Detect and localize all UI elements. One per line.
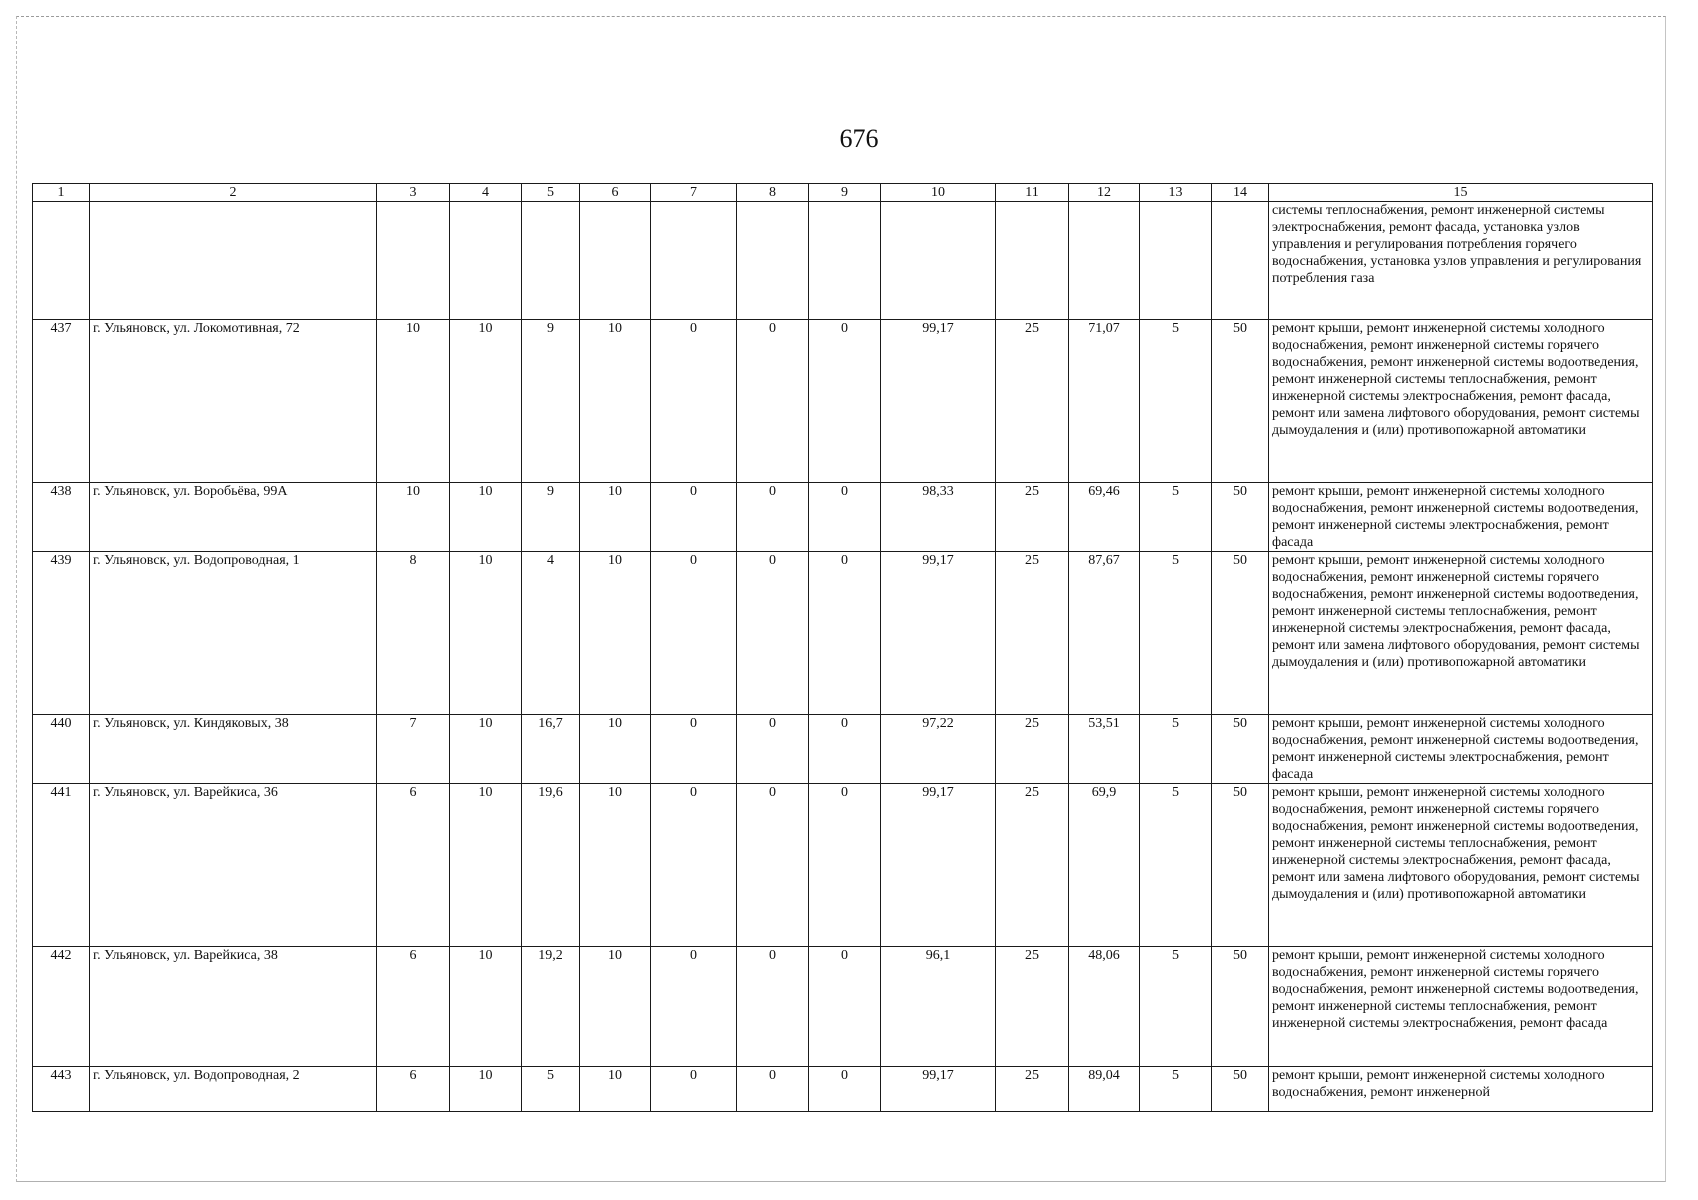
works-cell: ремонт крыши, ремонт инженерной системы холодного водоснабжения, ремонт инженерной системы горячего водоснабжения, ремонт инженерной системы водоотведения, ремонт инженерной системы теплоснабжения, ремонт инженерной системы электроснабжения, ремонт фасада, ремонт или замена лифтового оборудования, ремонт системы дымоудаления и (или) противопожарной автоматики xyxy=(1269,552,1653,715)
value-cell: 5 xyxy=(1140,1067,1212,1112)
row-number: 443 xyxy=(33,1067,90,1112)
value-cell: 0 xyxy=(737,320,809,483)
value-cell: 9 xyxy=(522,483,580,552)
col-header: 10 xyxy=(881,184,996,202)
address-cell: г. Ульяновск, ул. Варейкиса, 36 xyxy=(90,784,377,947)
table-row xyxy=(33,1067,1653,1112)
works-cell: ремонт крыши, ремонт инженерной системы холодного водоснабжения, ремонт инженерной системы горячего водоснабжения, ремонт инженерной системы водоотведения, ремонт инженерной системы теплоснабжения, ремонт инженерной системы электроснабжения, ремонт фасада xyxy=(1269,947,1653,1067)
value-cell: 50 xyxy=(1212,552,1269,715)
address-cell: г. Ульяновск, ул. Киндяковых, 38 xyxy=(90,715,377,784)
value-cell: 6 xyxy=(377,1067,450,1112)
value-cell: 10 xyxy=(450,947,522,1067)
value-cell: 98,33 xyxy=(881,483,996,552)
value-cell: 71,07 xyxy=(1069,320,1140,483)
value-cell: 0 xyxy=(737,947,809,1067)
works-cell: ремонт крыши, ремонт инженерной системы холодного водоснабжения, ремонт инженерной системы горячего водоснабжения, ремонт инженерной системы водоотведения, ремонт инженерной системы теплоснабжения, ремонт инженерной системы электроснабжения, ремонт фасада, ремонт или замена лифтового оборудования, ремонт системы дымоудаления и (или) противопожарной автоматики xyxy=(1269,320,1653,483)
works-cell: ремонт крыши, ремонт инженерной системы холодного водоснабжения, ремонт инженерной xyxy=(1269,1067,1653,1112)
value-cell: 0 xyxy=(651,784,737,947)
value-cell: 87,67 xyxy=(1069,552,1140,715)
col-header: 12 xyxy=(1069,184,1140,202)
value-cell: 5 xyxy=(1140,552,1212,715)
value-cell: 0 xyxy=(737,784,809,947)
col-header: 6 xyxy=(580,184,651,202)
value-cell: 53,51 xyxy=(1069,715,1140,784)
col-header: 7 xyxy=(651,184,737,202)
address-cell: г. Ульяновск, ул. Локомотивная, 72 xyxy=(90,320,377,483)
value-cell: 10 xyxy=(580,715,651,784)
works-cell: системы теплоснабжения, ремонт инженерной системы электроснабжения, ремонт фасада, установка узлов управления и регулирования потребления горячего водоснабжения, установка узлов управления и регулирования потребления газа xyxy=(1269,202,1653,320)
value-cell: 25 xyxy=(996,715,1069,784)
table-row xyxy=(33,483,1653,552)
value-cell: 5 xyxy=(1140,320,1212,483)
value-cell: 10 xyxy=(580,1067,651,1112)
col-header: 4 xyxy=(450,184,522,202)
value-cell: 50 xyxy=(1212,947,1269,1067)
row-number: 437 xyxy=(33,320,90,483)
value-cell: 5 xyxy=(522,1067,580,1112)
value-cell: 25 xyxy=(996,552,1069,715)
value-cell: 16,7 xyxy=(522,715,580,784)
col-header: 9 xyxy=(809,184,881,202)
value-cell: 69,46 xyxy=(1069,483,1140,552)
row-number: 438 xyxy=(33,483,90,552)
value-cell: 0 xyxy=(651,1067,737,1112)
value-cell: 0 xyxy=(651,715,737,784)
value-cell: 69,9 xyxy=(1069,784,1140,947)
value-cell: 0 xyxy=(737,483,809,552)
value-cell: 0 xyxy=(651,552,737,715)
works-cell: ремонт крыши, ремонт инженерной системы холодного водоснабжения, ремонт инженерной системы водоотведения, ремонт инженерной системы электроснабжения, ремонт фасада xyxy=(1269,715,1653,784)
value-cell: 50 xyxy=(1212,715,1269,784)
address-cell: г. Ульяновск, ул. Водопроводная, 1 xyxy=(90,552,377,715)
value-cell: 7 xyxy=(377,715,450,784)
col-header: 13 xyxy=(1140,184,1212,202)
row-number: 442 xyxy=(33,947,90,1067)
table-row xyxy=(33,784,1653,947)
value-cell: 0 xyxy=(651,947,737,1067)
value-cell: 25 xyxy=(996,1067,1069,1112)
row-number: 440 xyxy=(33,715,90,784)
value-cell: 0 xyxy=(809,715,881,784)
value-cell: 19,6 xyxy=(522,784,580,947)
value-cell: 10 xyxy=(450,715,522,784)
value-cell: 97,22 xyxy=(881,715,996,784)
value-cell: 10 xyxy=(377,483,450,552)
value-cell: 19,2 xyxy=(522,947,580,1067)
address-cell: г. Ульяновск, ул. Воробьёва, 99А xyxy=(90,483,377,552)
value-cell: 10 xyxy=(580,784,651,947)
value-cell: 10 xyxy=(450,483,522,552)
value-cell: 5 xyxy=(1140,483,1212,552)
col-header: 1 xyxy=(33,184,90,202)
works-cell: ремонт крыши, ремонт инженерной системы холодного водоснабжения, ремонт инженерной системы горячего водоснабжения, ремонт инженерной системы водоотведения, ремонт инженерной системы теплоснабжения, ремонт инженерной системы электроснабжения, ремонт фасада, ремонт или замена лифтового оборудования, ремонт системы дымоудаления и (или) противопожарной автоматики xyxy=(1269,784,1653,947)
value-cell: 0 xyxy=(737,1067,809,1112)
value-cell: 0 xyxy=(809,483,881,552)
value-cell: 0 xyxy=(809,320,881,483)
table-row xyxy=(33,552,1653,715)
value-cell: 89,04 xyxy=(1069,1067,1140,1112)
value-cell: 25 xyxy=(996,483,1069,552)
value-cell: 10 xyxy=(450,320,522,483)
value-cell: 0 xyxy=(809,784,881,947)
value-cell: 25 xyxy=(996,320,1069,483)
value-cell: 99,17 xyxy=(881,552,996,715)
value-cell: 50 xyxy=(1212,784,1269,947)
col-header: 15 xyxy=(1269,184,1653,202)
value-cell: 0 xyxy=(809,1067,881,1112)
col-header: 11 xyxy=(996,184,1069,202)
table-row xyxy=(33,320,1653,483)
value-cell: 50 xyxy=(1212,1067,1269,1112)
value-cell: 99,17 xyxy=(881,1067,996,1112)
row-number: 439 xyxy=(33,552,90,715)
value-cell: 0 xyxy=(737,715,809,784)
value-cell: 50 xyxy=(1212,483,1269,552)
value-cell: 0 xyxy=(809,947,881,1067)
value-cell: 0 xyxy=(809,552,881,715)
row-number: 441 xyxy=(33,784,90,947)
value-cell: 8 xyxy=(377,552,450,715)
table-row xyxy=(33,715,1653,784)
value-cell: 10 xyxy=(580,552,651,715)
value-cell: 99,17 xyxy=(881,784,996,947)
page-number: 676 xyxy=(839,124,879,153)
col-header: 3 xyxy=(377,184,450,202)
value-cell: 5 xyxy=(1140,947,1212,1067)
address-cell: г. Ульяновск, ул. Варейкиса, 38 xyxy=(90,947,377,1067)
value-cell: 10 xyxy=(450,1067,522,1112)
value-cell: 10 xyxy=(580,483,651,552)
value-cell: 9 xyxy=(522,320,580,483)
value-cell: 0 xyxy=(651,320,737,483)
value-cell: 25 xyxy=(996,947,1069,1067)
value-cell: 5 xyxy=(1140,715,1212,784)
value-cell: 10 xyxy=(450,784,522,947)
table-row-continuation xyxy=(33,202,1653,320)
col-header: 2 xyxy=(90,184,377,202)
value-cell: 96,1 xyxy=(881,947,996,1067)
value-cell: 0 xyxy=(737,552,809,715)
table-row xyxy=(33,947,1653,1067)
works-cell: ремонт крыши, ремонт инженерной системы холодного водоснабжения, ремонт инженерной системы водоотведения, ремонт инженерной системы электроснабжения, ремонт фасада xyxy=(1269,483,1653,552)
col-header: 14 xyxy=(1212,184,1269,202)
col-header: 5 xyxy=(522,184,580,202)
value-cell: 10 xyxy=(580,320,651,483)
value-cell: 48,06 xyxy=(1069,947,1140,1067)
value-cell: 6 xyxy=(377,947,450,1067)
value-cell: 10 xyxy=(377,320,450,483)
col-header: 8 xyxy=(737,184,809,202)
value-cell: 99,17 xyxy=(881,320,996,483)
value-cell: 10 xyxy=(580,947,651,1067)
repair-table xyxy=(32,183,1653,1112)
address-cell: г. Ульяновск, ул. Водопроводная, 2 xyxy=(90,1067,377,1112)
value-cell: 6 xyxy=(377,784,450,947)
value-cell: 25 xyxy=(996,784,1069,947)
value-cell: 5 xyxy=(1140,784,1212,947)
value-cell: 10 xyxy=(450,552,522,715)
header-row xyxy=(33,184,1653,202)
value-cell: 0 xyxy=(651,483,737,552)
value-cell: 4 xyxy=(522,552,580,715)
value-cell: 50 xyxy=(1212,320,1269,483)
